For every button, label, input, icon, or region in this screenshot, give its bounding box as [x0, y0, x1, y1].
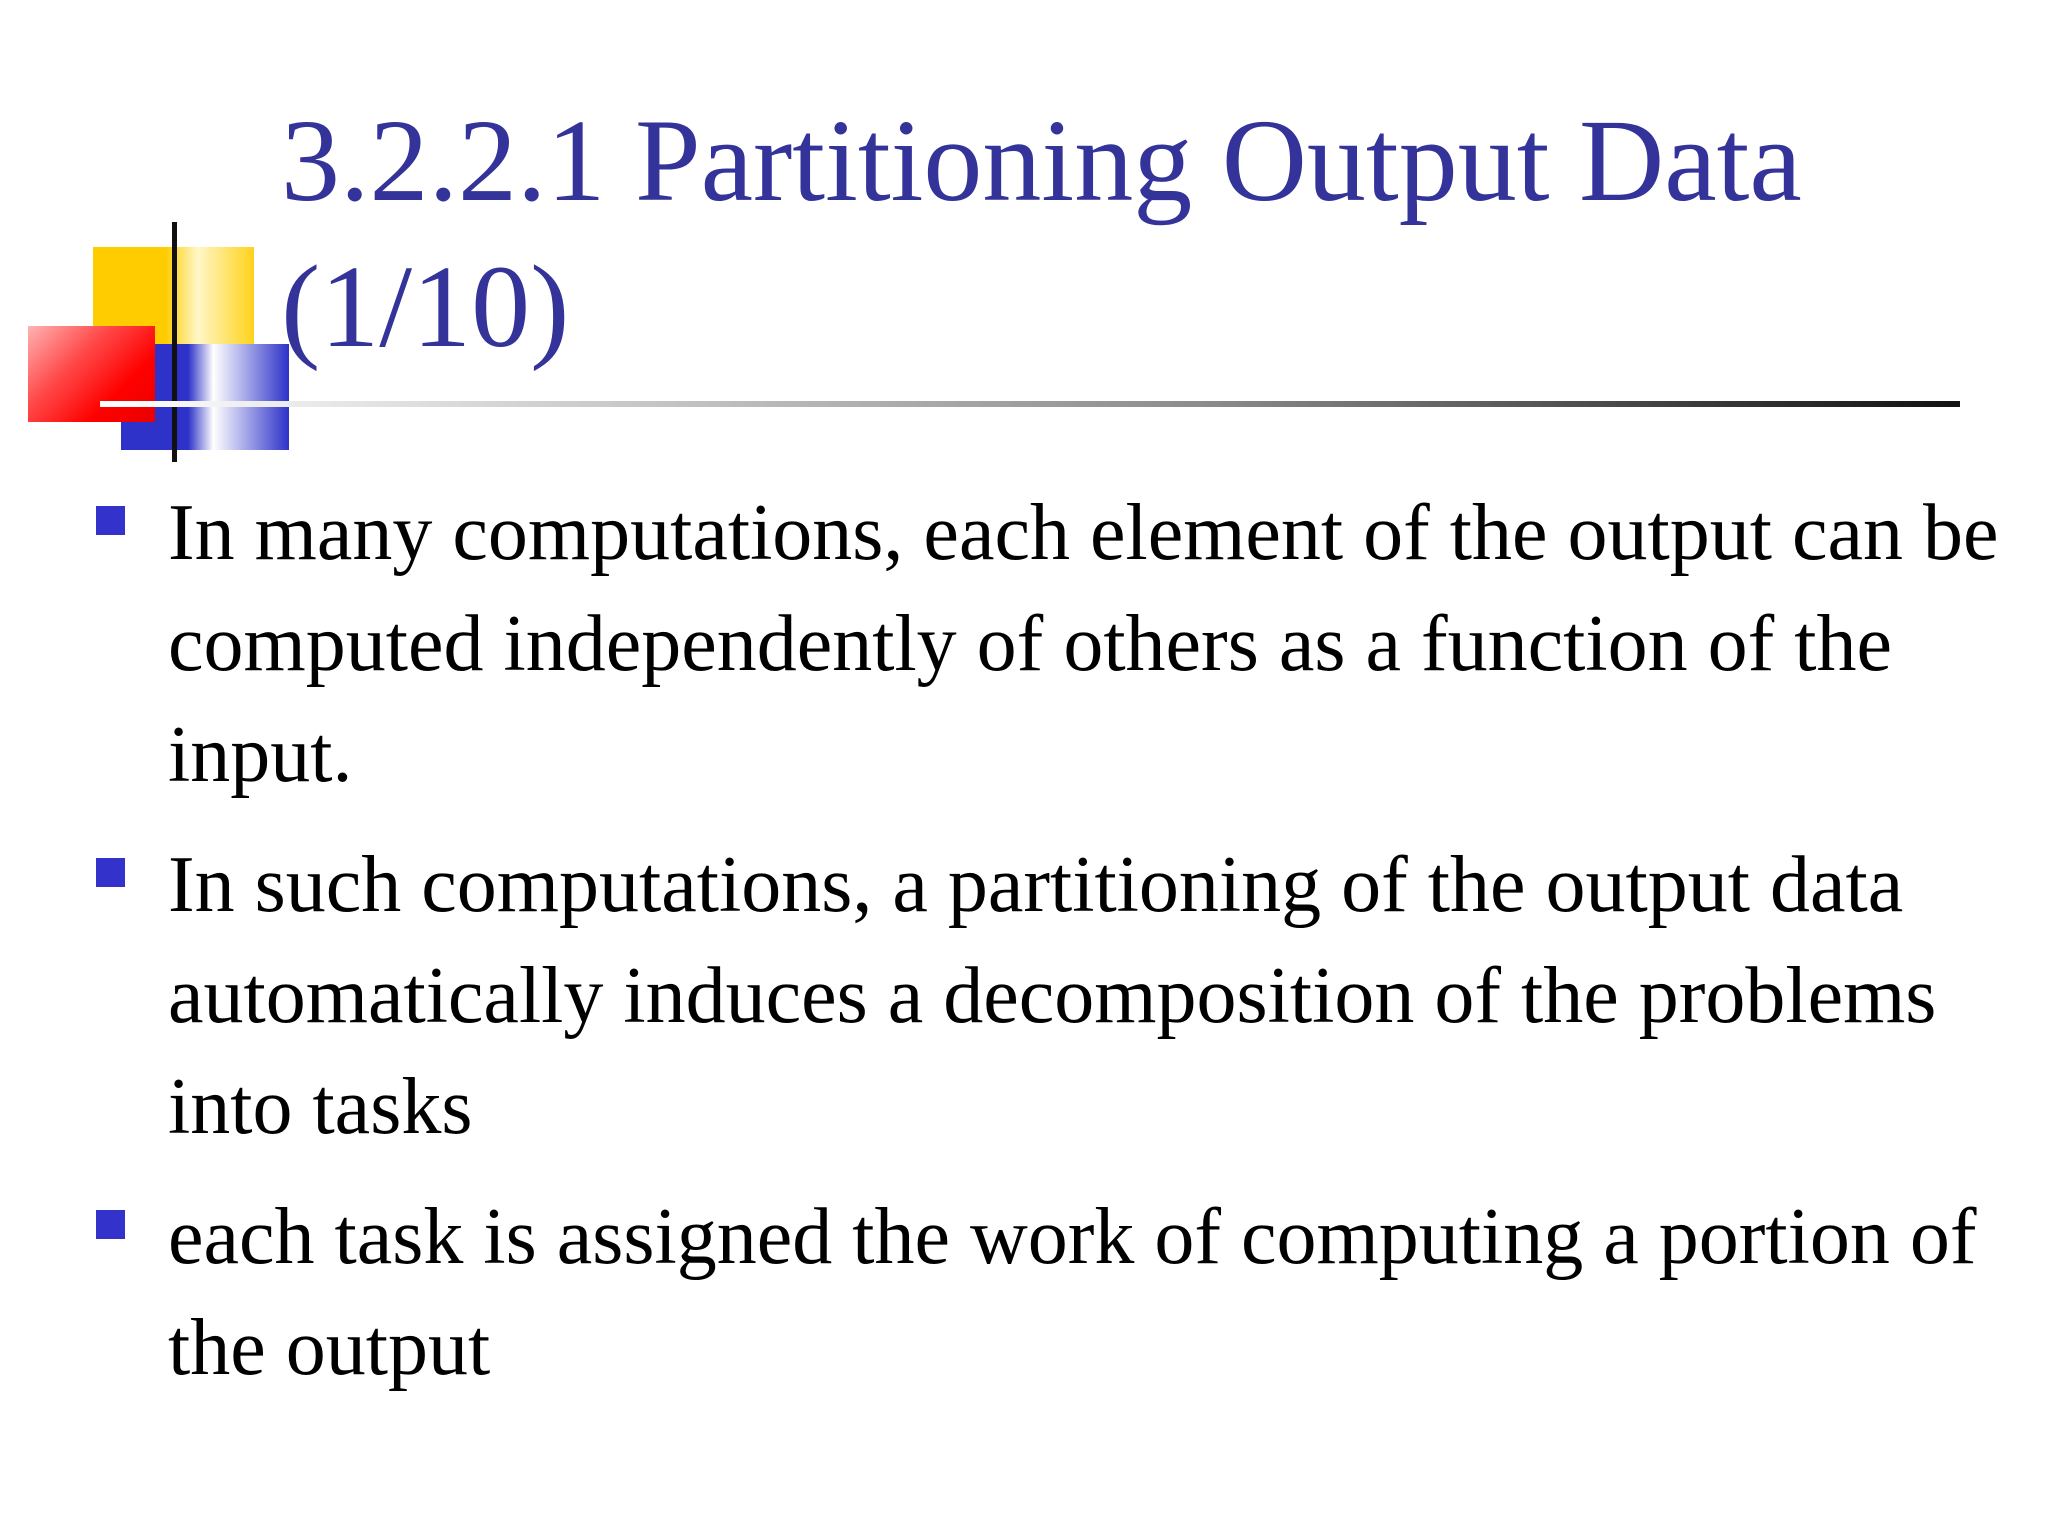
- bullet-list: [0, 478, 2048, 1423]
- square-bullet-icon: [96, 506, 125, 535]
- decorative-vertical-line: [172, 222, 177, 462]
- square-bullet-icon: [96, 1210, 125, 1239]
- square-bullet-icon: [96, 858, 125, 887]
- bullet-text: In many computations, each element of the output can be computed independently of others as a function of the input.: [168, 489, 1999, 799]
- bullet-text: each task is assigned the work of computing a portion of the output: [168, 1193, 1977, 1392]
- bullet-item: [0, 830, 2048, 1163]
- bullet-item: [0, 1182, 2048, 1404]
- slide-title: 3.2.2.1 Partitioning Output Data (1/10): [281, 95, 1802, 372]
- title-underline: [100, 401, 1960, 407]
- bullet-item: [0, 478, 2048, 811]
- bullet-text: In such computations, a partitioning of the output data automatically induces a decomposition of the problems into tasks: [168, 841, 1937, 1151]
- decorative-red-square: [28, 326, 155, 422]
